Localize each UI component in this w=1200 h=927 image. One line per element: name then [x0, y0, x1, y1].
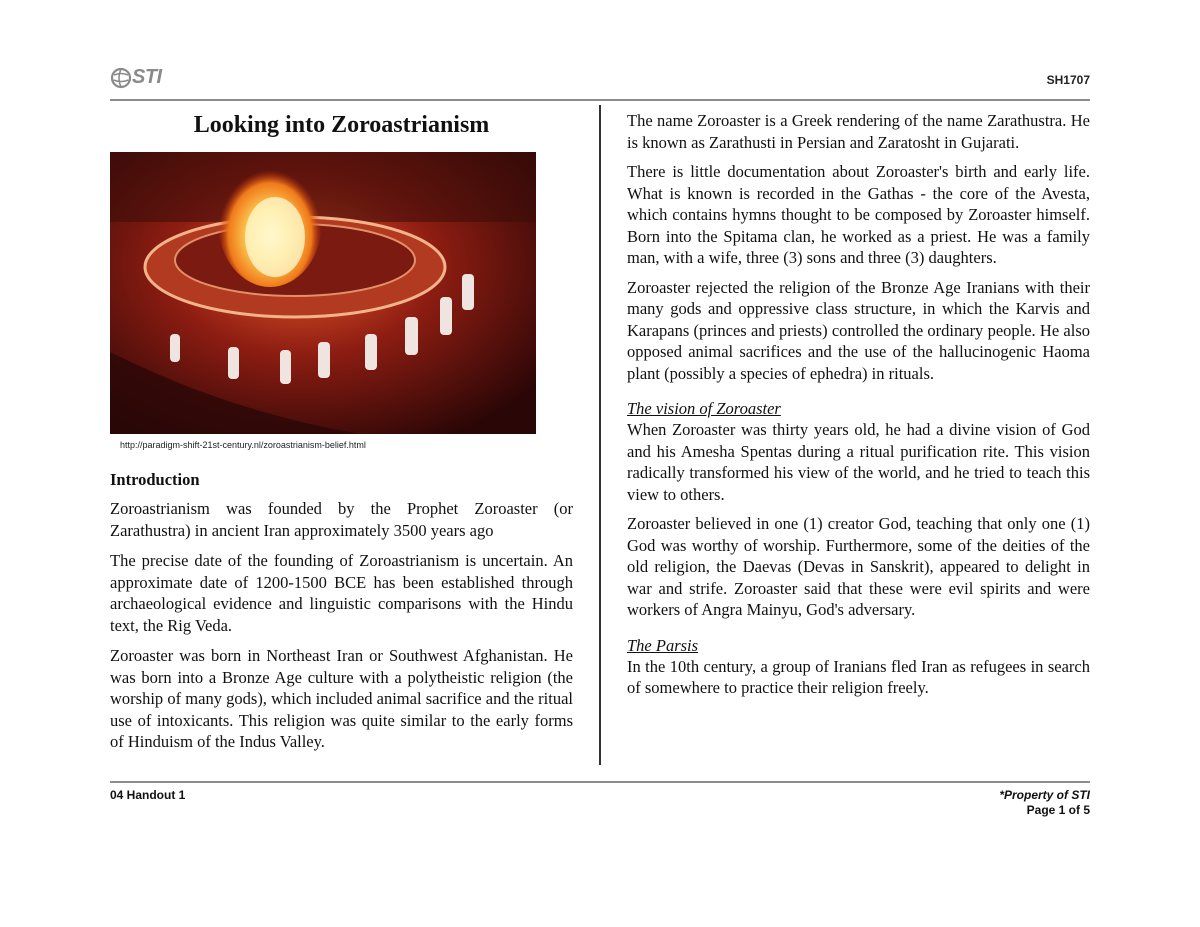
left-column — [110, 110, 573, 762]
paragraph: Zoroaster was born in Northeast Iran or Southwest Afghanistan. He was born into a Bronze Age culture with a polytheistic religion (the worship of many gods), which included animal sacrifice and the ritual use of intoxicants. This religion was quite similar to the early forms of Hinduism of the Indus Valley. — [110, 646, 573, 751]
document-code: SH1707 — [1046, 73, 1090, 87]
section-heading-introduction: Introduction — [110, 470, 200, 489]
logo-text: STI — [132, 66, 162, 88]
page-number: Page 1 of 5 — [1026, 803, 1090, 817]
footer-right — [999, 788, 1090, 818]
fire-ceremony-photo — [110, 152, 536, 434]
paragraph: There is little documentation about Zoroaster's birth and early life. What is known is recorded in the Gathas - the core of the Avesta, which contains hymns thought to be composed by Zoroaster himself. Born into the Spitama clan, he worked as a priest. He was a family man, with a wife, three (3) sons and three (3) daughters. — [627, 162, 1090, 267]
paragraph: Zoroastrianism was founded by the Prophet Zoroaster (or Zarathustra) in ancient Iran approximately 3500 years ago — [110, 499, 573, 540]
image-caption: http://paradigm-shift-21st-century.nl/zoroastrianism-belief.html — [120, 440, 366, 450]
section-heading-parsis: The Parsis — [627, 635, 699, 655]
paragraph: When Zoroaster was thirty years old, he had a divine vision of God and his Amesha Spentas during a ritual purification rite. This vision radically transformed his view of the world, and he tried to teach this view to others. — [627, 420, 1090, 504]
paragraph: Zoroaster believed in one (1) creator God, teaching that only one (1) God was worthy of worship. Furthermore, some of the deities of the old religion, the Daevas (Devas in Sanskrit), appeared to delight in war and strife. Zoroaster said that these were evil spirits and were workers of Angra Mainyu, God's adversary. — [627, 514, 1090, 619]
page-title: Looking into Zoroastrianism — [193, 112, 490, 138]
column-divider — [599, 105, 601, 765]
property-notice: *Property of STI — [999, 788, 1090, 802]
paragraph: In the 10th century, a group of Iranians fled Iran as refugees in search of somewhere to practice their religion freely. — [627, 656, 1090, 697]
globe-icon — [110, 67, 132, 89]
footer-rule — [110, 781, 1090, 783]
sti-logo — [110, 66, 162, 89]
right-column — [627, 110, 1090, 707]
section-heading-vision: The vision of Zoroaster — [627, 399, 781, 418]
header-rule — [110, 99, 1090, 101]
paragraph: The name Zoroaster is a Greek rendering of the name Zarathustra. He is known as Zarathusti in Persian and Zaratosht in Gujarati. — [627, 111, 1090, 152]
handout-label: 04 Handout 1 — [110, 788, 186, 802]
paragraph: Zoroaster rejected the religion of the Bronze Age Iranians with their many gods and oppressive class structure, in which the Karvis and Karapans (princes and priests) controlled the ordinary people. He also opposed animal sacrifices and the use of the hallucinogenic Haoma plant (possibly a species of ephedra) in rituals. — [627, 277, 1090, 383]
paragraph: The precise date of the founding of Zoroastrianism is uncertain. An approximate date of 1200-1500 BCE has been established through archaeological evidence and linguistic comparisons with the Hindu text, the Rig Veda. — [110, 551, 573, 635]
